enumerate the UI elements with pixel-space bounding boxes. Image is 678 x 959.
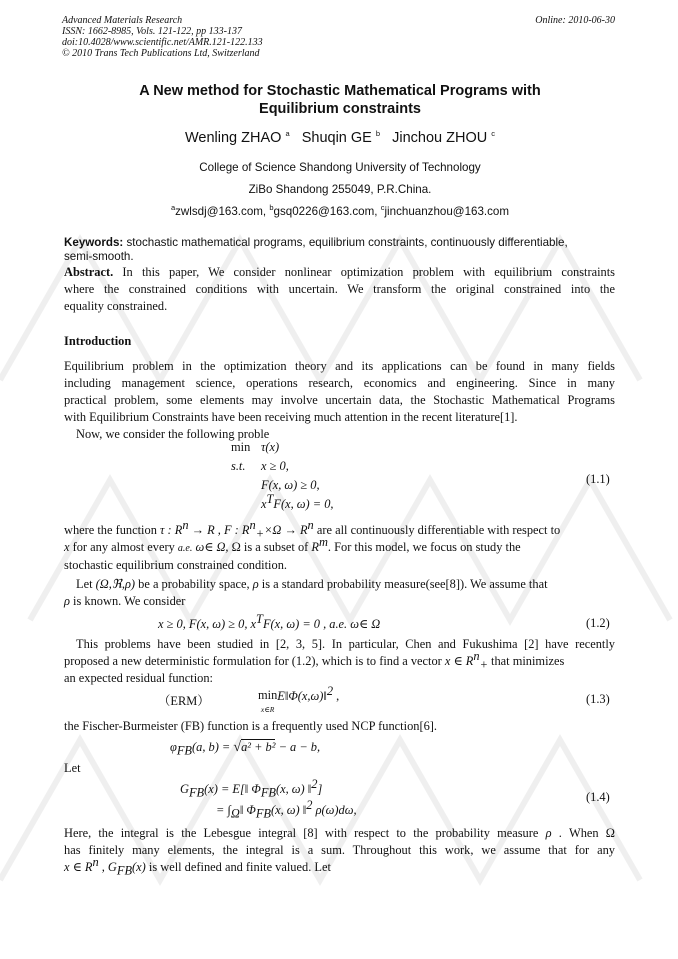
section-heading-introduction: Introduction bbox=[64, 334, 132, 348]
author-3-mark: c bbox=[491, 129, 496, 139]
keywords-text: stochastic mathematical programs, equilibrium constraints, continuously differentiable, bbox=[123, 236, 568, 249]
author-2: Shuqin GE bbox=[301, 130, 372, 146]
journal-header bbox=[62, 15, 263, 59]
lebesgue-paragraph: Here, the integral is the Lebesgue integral [8] with respect to the probability measure ρ . When Ω has finitely many elements, the integral is a sum. Throughout this work, we assume that for any x ∈ $R^n$ , $G_{FB}(x)$ is well defined and finite valued. Let bbox=[64, 826, 616, 878]
affiliation-line-1: College of Science Shandong University of Technology bbox=[199, 161, 481, 174]
function-definition-paragraph: where the function τ : $R^n \to R$ , F : $R^n_+\times\Omega \to R^n$ are all continuously differentiable with respect to x for any almost every a.e. ω∈ Ω, Ω is a subset of $R^m$. For this model, we focus on study the stochastic equilibrium constrained condition. bbox=[64, 517, 561, 572]
equation-1-1: min τ(x) s.t. x ≥ 0, F(x, ω) ≥ 0, $x^TF(x$, ω) = 0, bbox=[231, 440, 334, 511]
equation-1-2: x ≥ 0, F(x, ω) ≥ 0, $x^TF(x$, ω) = 0 , a.e. ω∈ Ω bbox=[158, 611, 381, 631]
email-3: jinchuanzhou@163.com bbox=[384, 205, 510, 218]
issn-line: ISSN: 1662-8985, Vols. 121-122, pp 133-137 bbox=[62, 26, 242, 37]
equation-number-1-2: (1.2) bbox=[586, 616, 610, 630]
email-line: $^a$zwlsdj@163.com, $^b$gsq0226@163.com, $^c$jinchuanzhou@163.com bbox=[170, 203, 510, 218]
title-line-2: Equilibrium constraints bbox=[259, 101, 421, 117]
equation-1-3: （ERM） bbox=[158, 694, 210, 708]
equation-1-4: $G_{FB}(x)$ = E[‖ $\Phi_{FB}(x$, ω) ‖$^2$] = $\int_\Omega‖$ $\Phi_{FB}(x$, ω) ‖$^2$ ρ(ω)dω, bbox=[180, 776, 357, 821]
author-1-mark: a bbox=[285, 129, 290, 139]
copyright-line: © 2010 Trans Tech Publications Ltd, Switzerland bbox=[62, 48, 260, 59]
let-text: Let bbox=[64, 761, 81, 775]
journal-name: Advanced Materials Research bbox=[62, 15, 183, 26]
author-3: Jinchou ZHOU bbox=[392, 130, 488, 146]
author-list bbox=[60, 130, 620, 146]
affiliation bbox=[60, 157, 620, 223]
keywords-text-2: semi-smooth. bbox=[64, 250, 134, 263]
keywords bbox=[64, 236, 615, 264]
affiliation-line-2: ZiBo Shandong 255049, P.R.China. bbox=[248, 183, 432, 196]
keywords-label: Keywords: bbox=[64, 236, 124, 249]
paper-title bbox=[60, 82, 620, 118]
fb-intro-text: the Fischer-Burmeister (FB) function is a frequently used NCP function[6]. bbox=[64, 719, 438, 733]
title-line-1: A New method for Stochastic Mathematical Programs with bbox=[139, 83, 541, 99]
erm-expression: min x∈RE‖Φ(x,ω)‖$^2$ , bbox=[258, 683, 340, 714]
author-2-mark: b bbox=[375, 129, 381, 139]
intro-paragraph: Equilibrium problem in the optimization theory and its applications can be found in many fields including management science, operations research, economics and engineering. Since in many practical problem, some elements may involve uncertain data, the Stochastic Mathematical Programs with Equilibrium Constraints have been receiving much attention in the recent literature[1]. Now, we consider the following proble bbox=[64, 359, 615, 441]
fb-function-equation: $\varphi_{FB}(a$, b) = √a² + b² − a − b, bbox=[170, 740, 321, 758]
abstract-label: Abstract. bbox=[64, 265, 114, 279]
equation-number-1-1: (1.1) bbox=[586, 472, 610, 486]
equation-number-1-4: (1.4) bbox=[586, 790, 610, 804]
doi-line: doi:10.4028/www.scientific.net/AMR.121-122.133 bbox=[62, 37, 263, 48]
author-1: Wenling ZHAO bbox=[184, 130, 282, 146]
erm-paragraph: This problems have been studied in [2, 3, 5]. In particular, Chen and Fukushima [2] have recently proposed a new deterministic formulation for (1.2), which is to find a vector x ∈ $R^n_+$ that minimizes an expected residual function: bbox=[64, 637, 615, 685]
probability-space-paragraph: Let (Ω,ℜ,ρ) be a probability space, ρ is a standard probability measure(see[8]). We assume that ρ is known. We consider bbox=[64, 577, 548, 608]
equation-number-1-3: (1.3) bbox=[586, 692, 610, 706]
abstract: Abstract. In this paper, We consider nonlinear optimization problem with equilibrium constraints where the constrained conditions with uncertain. We transform the original constrained into the equality constrained. bbox=[64, 265, 615, 313]
email-1: zwlsdj@163.com, bbox=[175, 205, 270, 218]
email-2: gsq0226@163.com, bbox=[273, 205, 381, 218]
online-date: Online: 2010-06-30 bbox=[535, 15, 615, 26]
